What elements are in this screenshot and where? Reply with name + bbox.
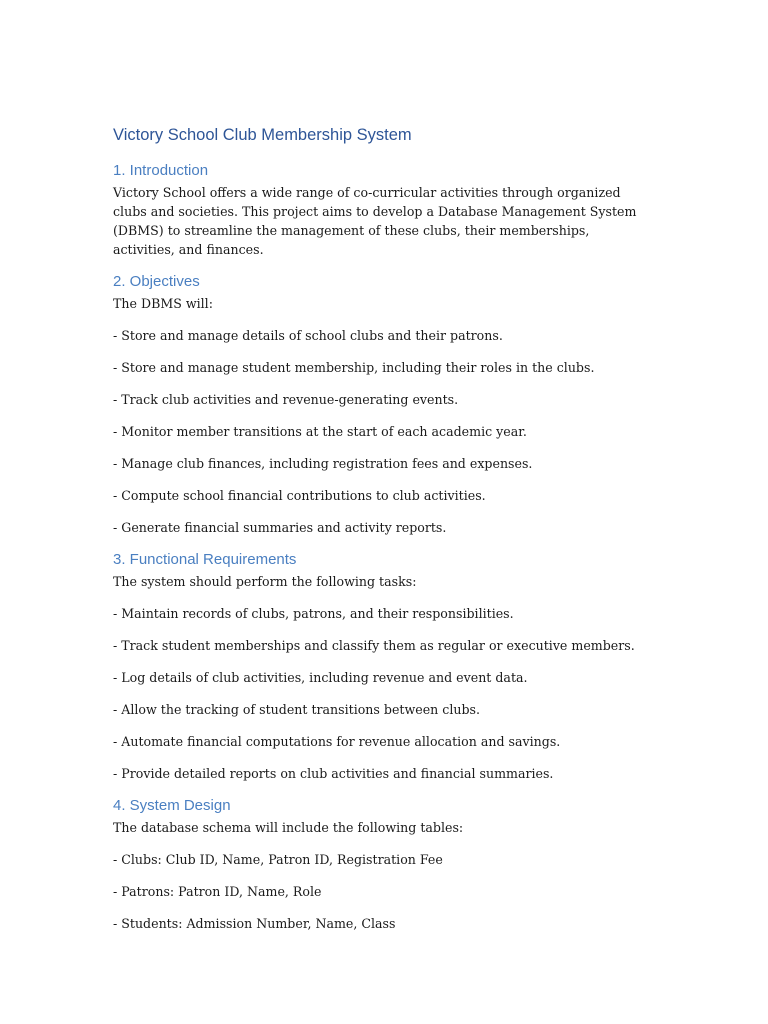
list-item: - Automate financial computations for revenue allocation and savings. xyxy=(113,734,561,749)
list-item: - Generate financial summaries and activity reports. xyxy=(113,520,447,535)
document-page xyxy=(113,124,653,946)
functional-requirements-lead: The system should perform the following tasks: xyxy=(113,574,417,589)
section-heading-system-design: 4. System Design xyxy=(113,797,231,814)
list-item: - Store and manage student membership, including their roles in the clubs. xyxy=(113,360,595,375)
list-item: - Provide detailed reports on club activities and financial summaries. xyxy=(113,766,554,781)
list-item: - Manage club finances, including registration fees and expenses. xyxy=(113,456,533,471)
section-heading-objectives: 2. Objectives xyxy=(113,273,200,290)
document-title: Victory School Club Membership System xyxy=(113,126,412,144)
functional-requirements-list xyxy=(113,604,653,783)
objectives-list xyxy=(113,326,653,537)
introduction-paragraph: Victory School offers a wide range of co-curricular activities through organized clubs and societies. This project aims to develop a Database Management System (DBMS) to streamline the management of these clubs, their memberships, activities, and finances. xyxy=(113,185,637,257)
system-design-lead: The database schema will include the following tables: xyxy=(113,820,464,835)
section-heading-introduction: 1. Introduction xyxy=(113,162,209,179)
section-functional-requirements xyxy=(113,550,653,783)
section-introduction xyxy=(113,161,653,259)
list-item: - Track club activities and revenue-generating events. xyxy=(113,392,459,407)
list-item: - Clubs: Club ID, Name, Patron ID, Registration Fee xyxy=(113,852,443,867)
list-item: - Patrons: Patron ID, Name, Role xyxy=(113,884,322,899)
objectives-lead: The DBMS will: xyxy=(113,296,213,311)
list-item: - Monitor member transitions at the start of each academic year. xyxy=(113,424,527,439)
list-item: - Students: Admission Number, Name, Class xyxy=(113,916,396,931)
list-item: - Store and manage details of school clubs and their patrons. xyxy=(113,328,503,343)
list-item: - Allow the tracking of student transitions between clubs. xyxy=(113,702,480,717)
system-design-list xyxy=(113,850,653,933)
list-item: - Log details of club activities, including revenue and event data. xyxy=(113,670,528,685)
section-objectives xyxy=(113,272,653,537)
list-item: - Maintain records of clubs, patrons, and their responsibilities. xyxy=(113,606,514,621)
section-system-design xyxy=(113,796,653,933)
section-heading-functional-requirements: 3. Functional Requirements xyxy=(113,551,297,568)
list-item: - Track student memberships and classify them as regular or executive members. xyxy=(113,638,635,653)
list-item: - Compute school financial contributions to club activities. xyxy=(113,488,486,503)
